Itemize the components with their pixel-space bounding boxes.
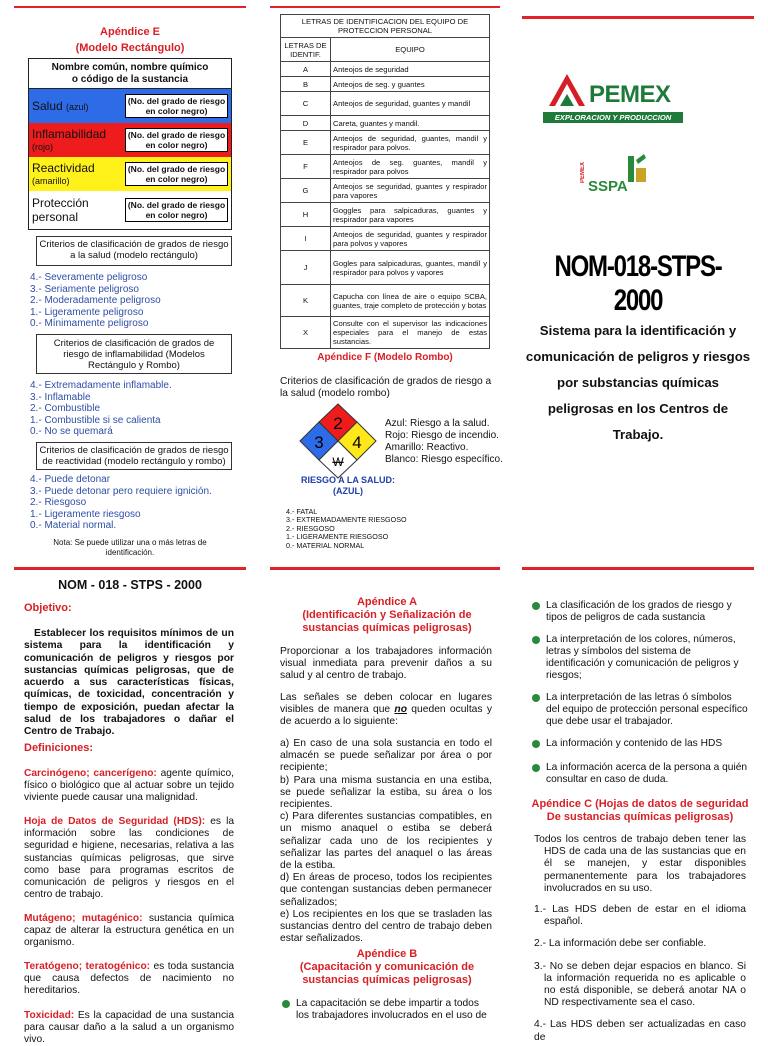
bullet-text: La capacitación se debe impartir a todos los trabajadores involucrados en el uso de xyxy=(296,998,487,1021)
ppe-table xyxy=(280,14,490,349)
health-criteria: Criterios de clasificación de grados de riesgo a la salud (modelo rectángulo) xyxy=(36,236,232,266)
diamond-top-value: 2 xyxy=(333,414,343,433)
bullet-text: La interpretación de las letras ó símbolos del equipo de protección personal específico que debe usar el trabajador. xyxy=(546,692,748,727)
legend-item: Azul: Riesgo a la salud. xyxy=(385,418,490,429)
ppe-letter: A xyxy=(281,62,331,77)
ppe-letter: I xyxy=(281,227,331,251)
list-item: e) Los recipientes en los que se trasladen las sustancias dentro del centro de trabajo deben estar señalizados. xyxy=(280,908,492,945)
definitions-title: Definiciones: xyxy=(24,742,94,754)
ppe-letter: B xyxy=(281,77,331,92)
bullet-item xyxy=(530,738,748,750)
level-item: 0.- MATERIAL NORMAL xyxy=(286,540,365,550)
level-item: 2.- Combustible xyxy=(30,403,101,415)
ppe-equipment: Anteojos se seguridad, guantes y respirador para vapores xyxy=(331,179,490,203)
list-item: b) Para una misma sustancia en una estiba, se puede señalizar la estiba, su área o los recipientes. xyxy=(280,774,492,811)
ppe-letter: C xyxy=(281,92,331,116)
bullet-text: La interpretación de los colores, números, letras y símbolos del sistema de identificación y comunicación de peligros y riesgos; xyxy=(546,634,739,681)
ppe-col-equipment: EQUIPO xyxy=(331,38,490,62)
pemex-subtitle: EXPLORACION Y PRODUCCION xyxy=(543,112,683,123)
definition-item xyxy=(24,961,234,997)
pemex-eagle-icon xyxy=(547,72,587,110)
legend-item: Rojo: Riesgo de incendio. xyxy=(385,430,499,441)
ppe-equipment: Gogles para salpicaduras, guantes, mandil y respirador para polvos y vapores xyxy=(331,251,490,285)
reactivity-levels xyxy=(30,474,212,532)
bullet-item xyxy=(530,692,748,728)
nom-title: NOM-018-STPS-2000 xyxy=(554,250,722,317)
definition-item xyxy=(24,768,234,804)
flammability-criteria: Criterios de clasificación de grados de riesgo de inflamabilidad (Modelos Rectángulo y Rombo) xyxy=(36,334,232,374)
ppe-letter: G xyxy=(281,179,331,203)
definition-item xyxy=(24,1010,234,1046)
list-item: 2.- La información debe ser confiable. xyxy=(534,938,707,950)
level-item: 4.- Extremadamente inflamable. xyxy=(30,380,172,391)
diamond-right-value: 4 xyxy=(352,433,362,452)
ppe-letter: J xyxy=(281,251,331,285)
level-item: 3.- EXTREMADAMENTE RIESGOSO xyxy=(286,515,407,525)
definition-term: Teratógeno; teratogénico: xyxy=(24,961,151,973)
protection-label: Protección personal xyxy=(32,196,89,224)
divider xyxy=(522,567,754,570)
definition-text: sustancia química capaz de alterar la estructura genética en un organismo. xyxy=(24,912,234,949)
bullet-text: La información y contenido de las HDS xyxy=(546,738,723,749)
nfpa-diamond xyxy=(298,402,378,480)
appendix-a-items xyxy=(280,738,492,945)
protection-row xyxy=(29,191,231,229)
diamond-left-value: 3 xyxy=(314,433,324,452)
health-row xyxy=(29,89,231,123)
level-item: 0.- Material normal. xyxy=(30,520,117,532)
ppe-equipment: Capucha con línea de aire o equipo SCBA, guantes, traje completo de protección y botas xyxy=(331,285,490,317)
health-box: (No. del grado de riesgo en color negro) xyxy=(125,94,228,118)
ppe-equipment: Goggles para salpicaduras, guantes y respirador para vapores xyxy=(331,203,490,227)
diamond-bottom-value: W xyxy=(332,455,344,469)
ppe-equipment: Anteojos de seguridad, guantes, mandil y respirador para polvos. xyxy=(331,131,490,155)
protection-box: (No. del grado de riesgo en color negro) xyxy=(125,198,228,222)
definition-term: Hoja de Datos de Seguridad (HDS): xyxy=(24,816,206,828)
pemex-logo xyxy=(543,72,683,130)
appendix-b-subtitle: (Capacitación y comunicación de sustancias químicas peligrosas) xyxy=(299,961,475,986)
reactivity-box: (No. del grado de riesgo en color negro) xyxy=(125,162,228,186)
reactivity-row xyxy=(29,157,231,191)
bullet-icon xyxy=(532,636,540,644)
divider xyxy=(270,6,500,8)
appendix-a-intro: Proporcionar a los trabajadores información visual inmediata para prevenir daños a su salud y al centro de trabajo. xyxy=(280,646,492,682)
ppe-equipment: Anteojos de seg. y guantes xyxy=(331,77,490,92)
flammability-levels xyxy=(30,380,172,438)
ppe-letter: H xyxy=(281,203,331,227)
risk-health-title: RIESGO A LA SALUD: (AZUL) xyxy=(301,475,395,496)
appendix-b-item xyxy=(280,998,492,1022)
level-item: 3.- Puede detonar pero requiere ignición. xyxy=(30,485,212,497)
ppe-table-title: LETRAS DE IDENTIFICACION DEL EQUIPO DE PROTECCION PERSONAL xyxy=(281,15,490,38)
ppe-equipment: Anteojos de seg. guantes, mandil y respirador para polvos xyxy=(331,155,490,179)
level-item: 1.- Combustible si se calienta xyxy=(30,414,161,426)
health-sub: (azul) xyxy=(66,102,89,112)
objective-title: Objetivo: xyxy=(24,602,72,614)
ppe-equipment: Anteojos de seguridad, guantes y respirador para polvos y vapores xyxy=(331,227,490,251)
ppe-equipment: Anteojos de seguridad, guantes y mandil xyxy=(331,92,490,116)
placement-emphasis: no xyxy=(394,704,408,716)
definition-text: es toda sustancia que causa defectos de nacimiento no hereditarios. xyxy=(24,961,234,997)
reactivity-label: Reactividad xyxy=(32,160,95,175)
hazard-rectangle xyxy=(28,58,232,230)
level-item: 0.- No se quemará xyxy=(30,426,113,438)
list-item: 3.- No se deben dejar espacios en blanco. Si la información requerida no es aplicable o no está disponible, se deberá anotar NA o ND respectivamente sea el caso. xyxy=(534,960,746,1009)
placement-text: Las señales se deben colocar en lugares visibles de manera que xyxy=(280,692,492,716)
level-item: 4.- FATAL xyxy=(286,507,318,516)
flammability-box: (No. del grado de riesgo en color negro) xyxy=(125,128,228,152)
reactivity-criteria: Criterios de clasificación de grados de riesgo de reactividad (modelo rectángulo y rombo) xyxy=(36,442,232,470)
list-item: 4.- Las HDS deben ser actualizadas en caso de xyxy=(534,1019,746,1043)
level-item: 4.- Puede detonar xyxy=(30,474,111,485)
appendix-c-title: Apéndice C (Hojas de datos de seguridad De sustancias químicas peligrosas) xyxy=(531,798,749,823)
ppe-letter: X xyxy=(281,317,331,349)
sspa-logo xyxy=(582,152,652,218)
level-item: 3.- Inflamable xyxy=(30,391,91,403)
ppe-letter: K xyxy=(281,285,331,317)
appendix-f-criteria: Criterios de clasificación de grados de riesgo a la salud (modelo rombo) xyxy=(280,376,492,399)
divider xyxy=(14,6,246,8)
divider xyxy=(270,567,500,570)
bullet-text: La información acerca de la persona a quién consultar en caso de duda. xyxy=(546,762,748,785)
flammability-sub: (rojo) xyxy=(32,141,54,152)
definition-text: Es la capacidad de una sustancia para causar daño a la salud a un organismo vivo. xyxy=(24,1009,234,1045)
bullet-item xyxy=(530,634,748,682)
list-item: 1.- Las HDS deben de estar en el idioma español. xyxy=(534,904,746,928)
divider xyxy=(14,567,246,570)
list-item: d) En áreas de proceso, todos los recipientes que contengan sustancias deben permanecer señalizados; xyxy=(280,872,492,908)
legend-item: Blanco: Riesgo específico. xyxy=(385,454,503,465)
level-item: 2.- RIESGOSO xyxy=(286,523,335,533)
flammability-label: Inflamabilidad xyxy=(32,126,107,141)
sspa-wordmark: SSPA xyxy=(588,178,628,195)
health-label: Salud xyxy=(32,99,63,113)
bullet-icon xyxy=(532,740,540,748)
level-item: 3.- Seriamente peligroso xyxy=(30,283,139,295)
definition-text: es la información sobre las condiciones de seguridad e higiene, necesarias, relativa a las sustancias químicas peligrosas, que sirve como base para programas escritos de comunicación de peligros y riesgos en el centro de trabajo. xyxy=(24,816,234,900)
health-levels xyxy=(30,272,161,330)
appendix-c-items xyxy=(534,904,746,1044)
appendix-a-placement xyxy=(280,692,492,729)
risk-health-levels xyxy=(286,508,407,550)
note: Nota: Se puede utilizar una o más letras de identificación. xyxy=(53,538,207,557)
bullet-icon xyxy=(532,694,540,702)
diamond-legend xyxy=(385,418,503,466)
ppe-equipment: Careta, guantes y mandil. xyxy=(331,116,490,131)
objective-text: Establecer los requisitos mínimos de un sistema para la identificación y comunicación de peligros y riesgos por sustancias químicas peligrosas, que de acuerdo a sus características físicas, químicas, de toxicidad, concentración y tiempo de exposición, puedan afectar la salud de los trabajadores o dañar el Centro de Trabajo. xyxy=(24,628,234,738)
ppe-col-letters: LETRAS DE IDENTIF. xyxy=(281,38,331,62)
substance-name-header: Nombre común, nombre químico o código de la sustancia xyxy=(29,59,231,89)
ppe-equipment: Consulte con el supervisor las indicaciones especiales para el manejo de estas sustancias. xyxy=(331,317,490,349)
appendix-a-title: Apéndice A xyxy=(356,596,418,608)
list-item: c) Para diferentes sustancias compatibles, en un mismo anaquel o estiba se deberá señalizar cada uno de los recipientes y señalizar las partes del anaquel o las áreas de la estiba. xyxy=(280,811,492,872)
appendix-b-title: Apéndice B xyxy=(356,948,418,960)
cover-description: Sistema para la identificación y comunicación de peligros y riesgos por substancias químicas peligrosas en los Centros de Trabajo. xyxy=(525,323,751,442)
level-item: 2.- Moderadamente peligroso xyxy=(30,295,161,307)
ppe-letter: E xyxy=(281,131,331,155)
level-item: 1.- LIGERAMENTE RIESGOSO xyxy=(286,532,389,542)
definitions-list xyxy=(24,768,234,1046)
bullet-icon xyxy=(532,764,540,772)
ppe-equipment: Anteojos de seguridad xyxy=(331,62,490,77)
ppe-letter: F xyxy=(281,155,331,179)
flammability-row xyxy=(29,123,231,157)
level-item: 1.- Ligeramente peligroso xyxy=(30,306,144,318)
bullet-icon xyxy=(282,1000,290,1008)
level-item: 0.- Mínimamente peligroso xyxy=(30,318,149,330)
nom-heading: NOM - 018 - STPS - 2000 xyxy=(58,578,202,592)
level-item: 1.- Ligeramente riesgoso xyxy=(30,508,141,520)
reactivity-sub: (amarillo) xyxy=(32,175,70,186)
definition-text: agente químico, físico o biológico que al actuar sobre un tejido viviente puede causar una malignidad. xyxy=(24,768,234,804)
appendix-e-title: Apéndice E xyxy=(100,26,160,38)
level-item: 4.- Severamente peligroso xyxy=(30,272,148,283)
bullet-icon xyxy=(532,602,540,610)
sspa-side-text: PEMEX xyxy=(580,162,586,184)
legend-item: Amarillo: Reactivo. xyxy=(385,442,469,453)
divider xyxy=(522,16,754,19)
bullet-item xyxy=(530,600,748,624)
definition-term: Toxicidad: xyxy=(24,1009,75,1021)
bullet-item xyxy=(530,762,748,786)
pemex-wordmark: PEMEX xyxy=(589,81,671,108)
definition-term: Carcinógeno; cancerígeno: xyxy=(24,768,157,779)
definition-item xyxy=(24,816,234,901)
level-item: 2.- Riesgoso xyxy=(30,497,87,509)
bullet-text: La clasificación de los grados de riesgo y tipos de peligros de cada sustancia xyxy=(546,600,732,623)
appendix-c-intro: Todos los centros de trabajo deben tener las HDS de cada una de las sustancias que en él se manejen, y estar disponibles permanentemente para los trabajadores involucrados en su uso. xyxy=(534,834,746,894)
appendix-e-subtitle: (Modelo Rectángulo) xyxy=(75,42,185,54)
appendix-f-title: Apéndice F (Modelo Rombo) xyxy=(317,352,453,363)
list-item: a) En caso de una sola sustancia en todo el almacén se puede señalizar por área o por recipiente; xyxy=(280,738,492,774)
placement-text: queden ocultas y de acuerdo a lo siguiente: xyxy=(280,704,492,728)
definition-term: Mutágeno; mutagénico: xyxy=(24,912,143,924)
ppe-letter: D xyxy=(281,116,331,131)
definition-item xyxy=(24,913,234,949)
appendix-a-subtitle: (Identificación y Señalización de sustancias químicas peligrosas) xyxy=(302,609,472,634)
